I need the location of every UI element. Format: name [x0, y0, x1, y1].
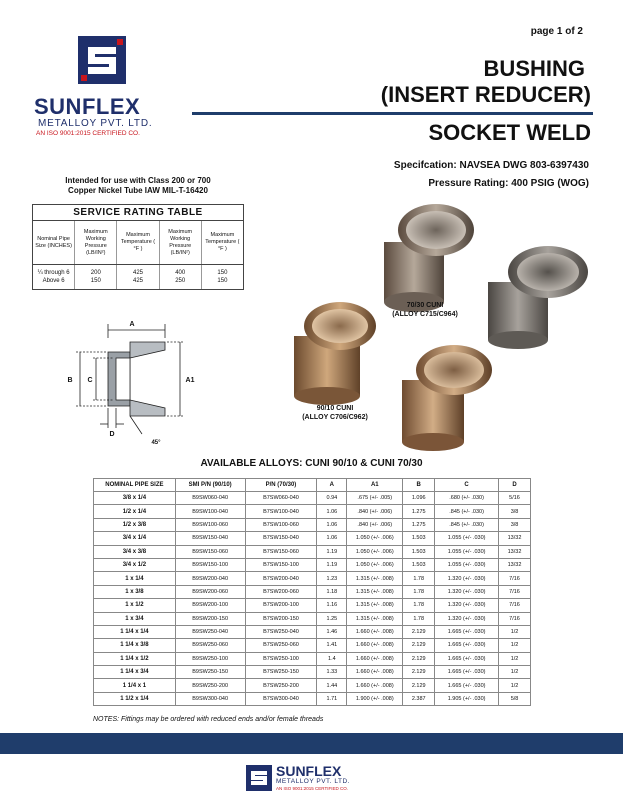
dimensions-cell: B9SW060-040: [175, 492, 245, 505]
dimensions-cell: 1.06: [317, 518, 347, 531]
service-header-cell: Maximum Temperature ( °F ): [205, 232, 240, 252]
service-header-cell: Maximum Temperature ( °F ): [117, 221, 159, 264]
dimensions-cell: 1.315 (+/- .008): [347, 585, 403, 598]
diagram-label-c: C: [87, 377, 93, 384]
dimensions-cell: .675 (+/- .005): [347, 492, 403, 505]
dimensions-cell: 7/16: [499, 599, 531, 612]
dimensions-cell: 1.503: [403, 532, 435, 545]
dimensions-cell: 5/16: [499, 492, 531, 505]
dimensions-row: [94, 505, 531, 518]
alloy-label-7030: [360, 301, 490, 319]
dimensions-cell: 0.94: [317, 492, 347, 505]
dimensions-cell: 1.665 (+/- .030): [435, 639, 499, 652]
notes: NOTES: Fittings may be ordered with reduced ends and/or female threads: [93, 716, 324, 723]
dimensions-cell: 1 1/4 x 3/8: [94, 639, 176, 652]
dimensions-cell: 1.660 (+/- .008): [347, 652, 403, 665]
dimensions-cell: 1.315 (+/- .008): [347, 599, 403, 612]
service-table-row: [33, 265, 243, 289]
dimensions-row: [94, 572, 531, 585]
logo-iso: AN ISO 9001:2015 CERTIFIED CO.: [36, 130, 140, 137]
dimensions-cell: 1.33: [317, 666, 347, 679]
footer-logo-iso: AN ISO 9001:2015 CERTIFIED CO.: [276, 786, 348, 791]
footer-bar: [0, 733, 623, 754]
dimensions-cell: 1.19: [317, 558, 347, 571]
dimensions-cell: B7SW150-100: [245, 558, 317, 571]
footer-logo: [246, 763, 381, 793]
dimensions-cell: 1.665 (+/- .030): [435, 625, 499, 638]
dimensions-cell: 2.129: [403, 652, 435, 665]
dimensions-cell: 1.503: [403, 558, 435, 571]
dimensions-row: [94, 545, 531, 558]
service-header-cell: Maximum Working Pressure (LB/IN²): [160, 221, 202, 264]
dimensions-cell: 13/32: [499, 545, 531, 558]
dimensions-cell: 3/8: [499, 518, 531, 531]
dimensions-cell: B7SW100-060: [245, 518, 317, 531]
alloy-7030-code: (ALLOY C715/C964): [392, 311, 458, 318]
dimensions-cell: .845 (+/- .030): [435, 505, 499, 518]
dimensions-cell: B9SW150-040: [175, 532, 245, 545]
dimensions-cell: B7SW200-150: [245, 612, 317, 625]
dimensions-cell: B9SW200-040: [175, 572, 245, 585]
dimensions-cell: 2.129: [403, 666, 435, 679]
dimensions-cell: 1.23: [317, 572, 347, 585]
dimensions-row: [94, 666, 531, 679]
col-header: A: [317, 479, 347, 492]
dimensions-cell: 1.055 (+/- .030): [435, 545, 499, 558]
dimensions-cell: 1.78: [403, 585, 435, 598]
dimensions-cell: B7SW200-040: [245, 572, 317, 585]
dimensions-cell: 1.050 (+/- .006): [347, 558, 403, 571]
dimensions-cell: B7SW250-150: [245, 666, 317, 679]
intended-line2: Copper Nickel Tube IAW MIL-T-16420: [68, 186, 208, 195]
dimensions-header-row: [94, 479, 531, 492]
service-table-title: SERVICE RATING TABLE: [33, 205, 243, 221]
dimensions-cell: 1.315 (+/- .008): [347, 612, 403, 625]
dimensions-cell: B9SW250-040: [175, 625, 245, 638]
dimensions-cell: B7SW150-040: [245, 532, 317, 545]
dimensions-cell: 3/8: [499, 505, 531, 518]
dimensions-cell: 1/2 x 1/4: [94, 505, 176, 518]
dimensions-cell: B7SW100-040: [245, 505, 317, 518]
dimensions-cell: 1/2: [499, 625, 531, 638]
dimensions-cell: B9SW250-100: [175, 652, 245, 665]
dimensions-cell: 7/16: [499, 585, 531, 598]
diagram-label-b: B: [67, 377, 73, 384]
dimensions-cell: 1/2: [499, 652, 531, 665]
dimensions-body: [94, 492, 531, 706]
dimensions-cell: 1.78: [403, 599, 435, 612]
dimensions-row: [94, 692, 531, 705]
logo-mark-icon: [78, 36, 126, 84]
dimensions-cell: 1.900 (+/- .008): [347, 692, 403, 705]
dimensions-cell: B7SW250-200: [245, 679, 317, 692]
service-cell: 425 425: [117, 265, 159, 289]
dimensions-cell: 1/2: [499, 679, 531, 692]
diagram-label-d: D: [109, 431, 115, 438]
dimensions-cell: 1.315 (+/- .008): [347, 572, 403, 585]
dimensions-cell: 1.16: [317, 599, 347, 612]
fitting-photo-7030-right: [482, 242, 594, 350]
alloy-7030-name: 70/30 CUNI: [406, 302, 444, 309]
dimensions-row: [94, 518, 531, 531]
available-alloys: AVAILABLE ALLOYS: CUNI 90/10 & CUNI 70/30: [200, 458, 423, 469]
dimensions-cell: 1 x 3/8: [94, 585, 176, 598]
service-header-cell: Maximum Working Pressure (LB/IN²): [75, 221, 117, 264]
footer-logo-subtitle: METALLOY PVT. LTD.: [276, 778, 351, 785]
col-header: SMI P/N (90/10): [175, 479, 245, 492]
dimensions-cell: 3/4 x 1/4: [94, 532, 176, 545]
dimensions-cell: B7SW150-060: [245, 545, 317, 558]
dimensions-cell: 1.275: [403, 518, 435, 531]
title-rule: [192, 112, 593, 115]
fitting-photo-9010-right: [396, 340, 494, 452]
dimensions-cell: 1.050 (+/- .006): [347, 532, 403, 545]
dimensions-cell: B9SW200-150: [175, 612, 245, 625]
dimensions-cell: B9SW150-060: [175, 545, 245, 558]
dimensions-cell: 1.660 (+/- .008): [347, 666, 403, 679]
dimensions-cell: B7SW060-040: [245, 492, 317, 505]
col-header: D: [499, 479, 531, 492]
page-number: page 1 of 2: [530, 26, 583, 37]
dimensions-cell: .845 (+/- .030): [435, 518, 499, 531]
dimensions-row: [94, 532, 531, 545]
dimensions-row: [94, 585, 531, 598]
alloy-9010-name: 90/10 CUNI: [316, 405, 354, 412]
dimensions-cell: 1.275: [403, 505, 435, 518]
col-header: C: [435, 479, 499, 492]
dimensions-cell: B7SW250-100: [245, 652, 317, 665]
dimensions-cell: 1.78: [403, 572, 435, 585]
col-header: B: [403, 479, 435, 492]
service-header-cell: Nominal Pipe Size (INCHES): [33, 221, 75, 264]
dimensions-cell: 1.06: [317, 532, 347, 545]
col-header: P/N (70/30): [245, 479, 317, 492]
dimensions-cell: 7/16: [499, 572, 531, 585]
dimensions-cell: 1 1/4 x 1/4: [94, 625, 176, 638]
dimensions-cell: B9SW250-200: [175, 679, 245, 692]
dimensions-cell: 13/32: [499, 558, 531, 571]
dimensions-row: [94, 612, 531, 625]
dimensions-cell: 1 x 1/4: [94, 572, 176, 585]
dimensions-cell: 2.129: [403, 639, 435, 652]
dimensions-cell: B9SW150-100: [175, 558, 245, 571]
dimensions-cell: 1.905 (+/- .030): [435, 692, 499, 705]
dimensions-cell: 1/2: [499, 639, 531, 652]
dimensions-cell: B9SW200-100: [175, 599, 245, 612]
dimensions-cell: 1.050 (+/- .006): [347, 545, 403, 558]
dimensions-row: [94, 639, 531, 652]
dimensions-cell: 2.129: [403, 625, 435, 638]
dimensions-cell: 1.665 (+/- .030): [435, 652, 499, 665]
dimensions-cell: B7SW200-060: [245, 585, 317, 598]
dimensions-cell: B9SW100-040: [175, 505, 245, 518]
footer-logo-name: SUNFLEX: [276, 763, 342, 779]
dimensions-table: [93, 478, 531, 706]
dimensions-cell: 1.41: [317, 639, 347, 652]
dimensions-row: [94, 492, 531, 505]
dimensions-cell: 1/2 x 3/8: [94, 518, 176, 531]
dimensions-cell: B9SW250-060: [175, 639, 245, 652]
dimensions-cell: 1.78: [403, 612, 435, 625]
service-cell: 200 150: [75, 265, 117, 289]
dimensions-cell: 1.44: [317, 679, 347, 692]
specification: Specifcation: NAVSEA DWG 803-6397430: [393, 160, 589, 171]
dimensions-cell: 1 1/2 x 1/4: [94, 692, 176, 705]
dimensions-cell: 1.71: [317, 692, 347, 705]
dimensions-cell: 1.19: [317, 545, 347, 558]
dimensions-cell: 3/4 x 3/8: [94, 545, 176, 558]
dimensions-cell: 1.660 (+/- .008): [347, 639, 403, 652]
dimensions-cell: 1.4: [317, 652, 347, 665]
dimensions-cell: 1 x 3/4: [94, 612, 176, 625]
logo-subtitle: METALLOY PVT. LTD.: [38, 118, 153, 129]
dimensions-row: [94, 625, 531, 638]
dimensions-cell: B9SW100-060: [175, 518, 245, 531]
intended-use: [32, 176, 244, 196]
alloy-9010-code: (ALLOY C706/C962): [302, 414, 368, 421]
product-title-line1: BUSHING: [483, 56, 585, 81]
dimensions-cell: 1.665 (+/- .030): [435, 666, 499, 679]
product-title-line3: SOCKET WELD: [428, 120, 591, 145]
dimensions-cell: 7/16: [499, 612, 531, 625]
dimensions-row: [94, 558, 531, 571]
dimensions-cell: B7SW200-100: [245, 599, 317, 612]
service-cell: 150 150: [217, 270, 228, 284]
dimensions-cell: 1.665 (+/- .030): [435, 679, 499, 692]
diagram-angle: 45°: [151, 440, 161, 446]
dimensions-cell: 1.46: [317, 625, 347, 638]
dimensions-cell: .840 (+/- .006): [347, 518, 403, 531]
fitting-photo-7030-top: [368, 198, 476, 314]
product-title-line2: (INSERT REDUCER): [380, 82, 591, 107]
dimensions-cell: 1 x 1/2: [94, 599, 176, 612]
dimensions-cell: 1 1/4 x 3/4: [94, 666, 176, 679]
dimensions-row: [94, 679, 531, 692]
diagram-label-a1: A1: [185, 377, 195, 384]
dimensions-cell: 1/2: [499, 666, 531, 679]
dimensions-row: [94, 652, 531, 665]
dimensions-row: [94, 599, 531, 612]
dimensions-cell: 1.503: [403, 545, 435, 558]
dimensions-cell: 13/32: [499, 532, 531, 545]
service-cell: ¼ through 6 Above 6: [33, 265, 75, 289]
dimensions-cell: 1 1/4 x 1/2: [94, 652, 176, 665]
diagram-label-a: A: [129, 321, 135, 328]
dimensions-cell: 1.660 (+/- .008): [347, 625, 403, 638]
dimensions-cell: 1.096: [403, 492, 435, 505]
dimension-diagram: [60, 316, 220, 446]
dimensions-cell: 1.320 (+/- .030): [435, 585, 499, 598]
dimensions-cell: .680 (+/- .030): [435, 492, 499, 505]
dimensions-cell: 3/4 x 1/2: [94, 558, 176, 571]
dimensions-cell: 1.25: [317, 612, 347, 625]
intended-line1: Intended for use with Class 200 or 700: [65, 176, 211, 185]
dimensions-cell: B7SW250-060: [245, 639, 317, 652]
col-header: NOMINAL PIPE SIZE: [94, 479, 176, 492]
dimensions-cell: B7SW250-040: [245, 625, 317, 638]
alloy-label-9010: [270, 404, 400, 422]
footer-logo-mark-icon: [246, 765, 272, 791]
dimensions-cell: 1.320 (+/- .030): [435, 572, 499, 585]
dimensions-cell: 1.320 (+/- .030): [435, 612, 499, 625]
dimensions-cell: B9SW200-060: [175, 585, 245, 598]
service-rating-table: [32, 204, 244, 290]
dimensions-cell: 1.660 (+/- .008): [347, 679, 403, 692]
dimensions-cell: 2.129: [403, 679, 435, 692]
dimensions-cell: 2.387: [403, 692, 435, 705]
service-cell: 400 250: [160, 265, 202, 289]
dimensions-cell: B7SW300-040: [245, 692, 317, 705]
service-table-header: [33, 221, 243, 265]
dimensions-cell: 5/8: [499, 692, 531, 705]
dimensions-cell: 1.055 (+/- .030): [435, 532, 499, 545]
dimensions-cell: 1.06: [317, 505, 347, 518]
dimensions-cell: 1.18: [317, 585, 347, 598]
logo-name: SUNFLEX: [34, 94, 141, 119]
pressure-rating: Pressure Rating: 400 PSIG (WOG): [428, 178, 589, 189]
dimensions-cell: 3/8 x 1/4: [94, 492, 176, 505]
dimensions-cell: .840 (+/- .006): [347, 505, 403, 518]
col-header: A1: [347, 479, 403, 492]
dimensions-cell: 1 1/4 x 1: [94, 679, 176, 692]
dimensions-cell: B9SW250-150: [175, 666, 245, 679]
dimensions-cell: 1.320 (+/- .030): [435, 599, 499, 612]
dimensions-cell: B9SW300-040: [175, 692, 245, 705]
dimensions-cell: 1.055 (+/- .030): [435, 558, 499, 571]
